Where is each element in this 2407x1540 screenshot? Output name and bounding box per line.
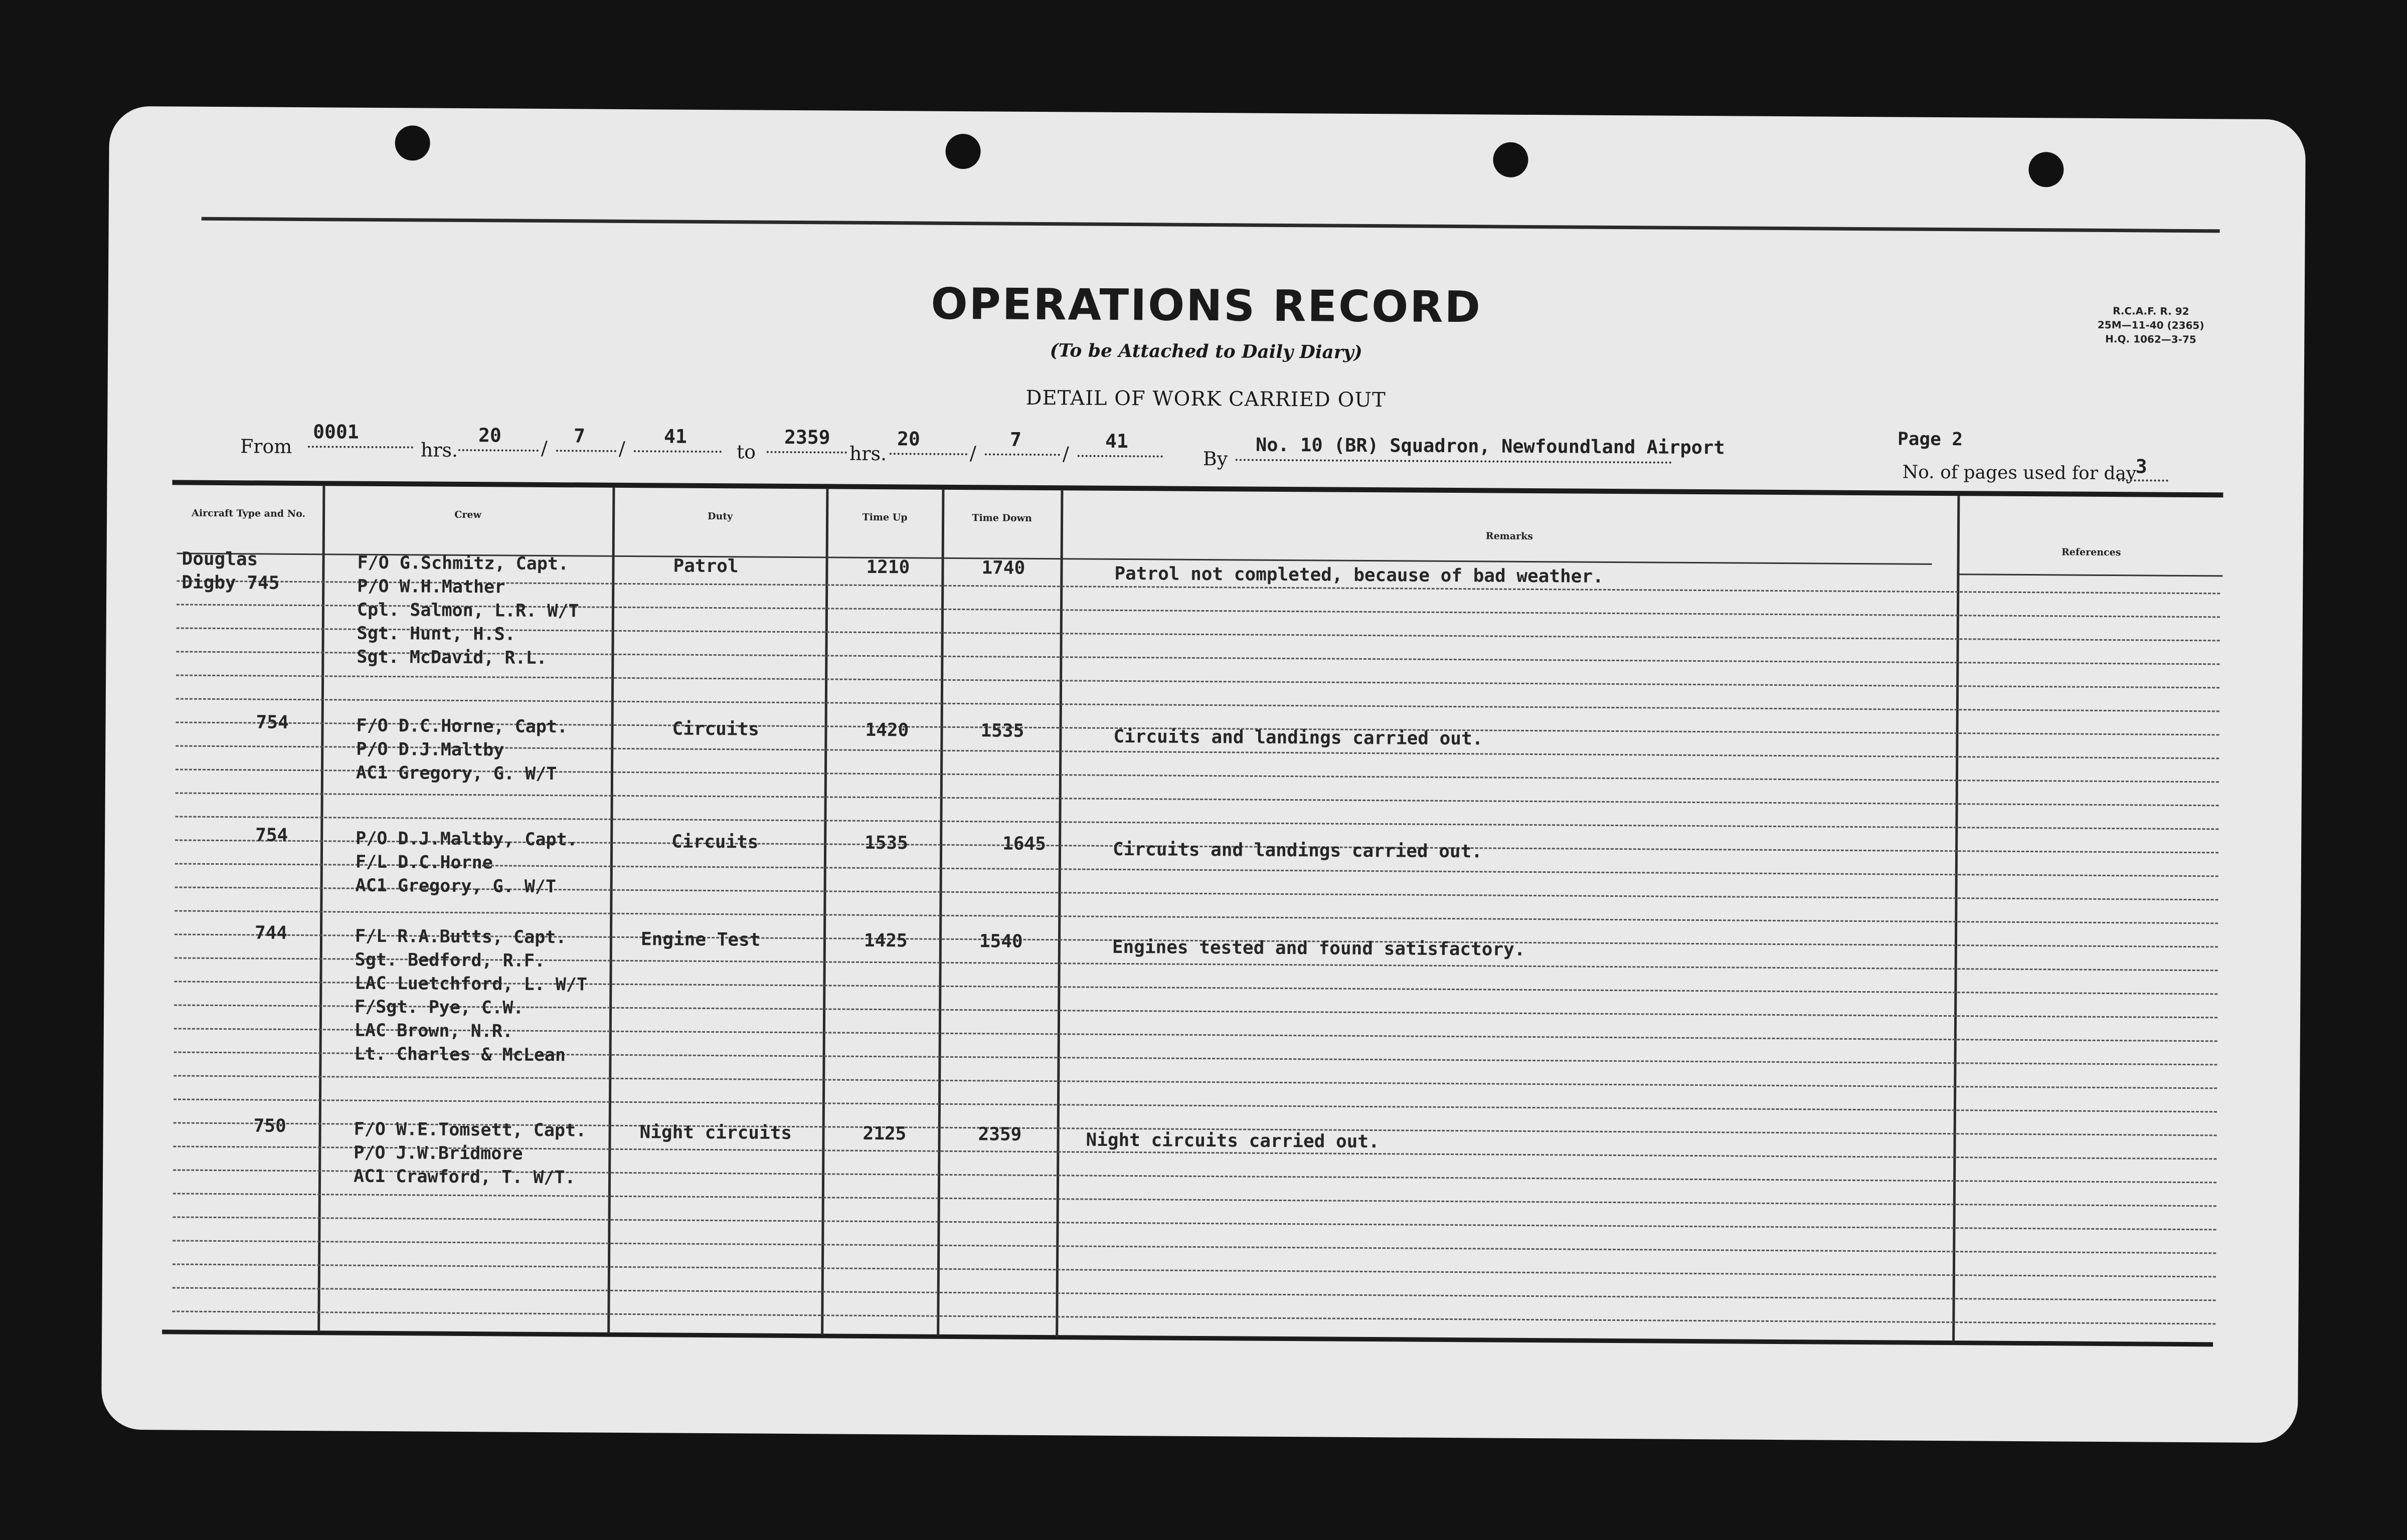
squadron-line xyxy=(1236,459,1672,463)
form-code xyxy=(2098,304,2204,346)
to-month: 7 xyxy=(1009,428,1022,451)
page-number: Page 2 xyxy=(1897,429,1963,450)
crew-member: P/O D.J.Maltby xyxy=(356,739,504,760)
crew-member: F/L D.C.Horne xyxy=(355,852,493,873)
slash: / xyxy=(969,442,976,465)
ruled-line xyxy=(176,698,2219,712)
remarks-cell: Circuits and landings carried out. xyxy=(1112,839,1483,862)
to-time-line xyxy=(767,451,847,454)
crew-member: AC1 Gregory, G. W/T xyxy=(355,875,557,897)
from-day-line xyxy=(458,449,539,452)
ruled-line xyxy=(173,1216,2216,1230)
crew-member: LAC Brown, N.R. xyxy=(354,1020,513,1042)
aircraft-cell: 744 xyxy=(254,922,288,943)
ruled-line xyxy=(174,1098,2217,1112)
page-title: OPERATIONS RECORD xyxy=(931,279,1482,333)
aircraft-cell: 754 xyxy=(256,712,289,733)
time-down-cell: 1535 xyxy=(980,720,1024,741)
crew-member: AC1 Gregory, G. W/T xyxy=(356,762,557,785)
crew-member: F/Sgt. Pye, C.W. xyxy=(355,997,524,1018)
from-month-line xyxy=(556,450,616,452)
pages-used-label: No. of pages used for day xyxy=(1902,462,2137,484)
to-year: 41 xyxy=(1105,430,1128,453)
ruled-lines xyxy=(109,106,2306,120)
ruled-line xyxy=(173,1240,2216,1254)
column-header-aircraft: Aircraft Type and No. xyxy=(192,507,306,520)
aircraft-cell: 754 xyxy=(255,825,288,846)
operations-record-card xyxy=(101,106,2306,1443)
column-divider xyxy=(607,488,615,1334)
crew-member: Sgt. Bedford, R.F. xyxy=(355,949,546,971)
page-subtitle: (To be Attached to Daily Diary) xyxy=(1050,340,1362,363)
ruled-line xyxy=(175,910,2218,924)
from-time: 0001 xyxy=(313,421,359,443)
punch-hole-2 xyxy=(945,134,980,169)
pages-used-line xyxy=(2118,479,2168,482)
crew-member: AC1 Crawford, T. W/T. xyxy=(353,1166,576,1188)
hrs-label-2: hrs. xyxy=(849,442,887,465)
column-header-references: References xyxy=(2061,546,2121,558)
time-down-cell: 1645 xyxy=(1002,833,1046,855)
from-day: 20 xyxy=(478,424,502,447)
ruled-line xyxy=(176,674,2219,688)
ruled-line xyxy=(173,1287,2216,1301)
crew-member: Sgt. McDavid, R.L. xyxy=(357,647,547,668)
punch-hole-1 xyxy=(395,125,430,160)
crew-member: P/O D.J.Maltby, Capt. xyxy=(356,828,578,850)
ruled-line xyxy=(172,1310,2215,1324)
time-up-cell: 2125 xyxy=(863,1123,907,1144)
to-day-line xyxy=(890,453,967,455)
duty-cell: Engine Test xyxy=(640,929,761,950)
table-bottom-rule xyxy=(162,1329,2213,1346)
time-down-cell: 2359 xyxy=(978,1124,1022,1145)
crew-member: F/L R.A.Butts, Capt. xyxy=(355,926,567,948)
top-rule xyxy=(202,217,2220,233)
slash: / xyxy=(1062,443,1069,465)
column-divider xyxy=(317,486,325,1332)
time-up-cell: 1535 xyxy=(865,832,908,854)
ruled-line xyxy=(173,1193,2216,1207)
crew-member: P/O J.W.Bridmore xyxy=(354,1142,523,1164)
crew-member: F/O W.E.Tomsett, Capt. xyxy=(354,1119,587,1141)
remarks-cell: Patrol not completed, because of bad weather. xyxy=(1114,563,1604,587)
column-header-time-down: Time Down xyxy=(972,512,1032,524)
to-label: to xyxy=(736,441,756,463)
to-month-line xyxy=(985,453,1060,456)
to-day: 20 xyxy=(897,428,920,450)
by-label: By xyxy=(1202,447,1228,470)
remarks-cell: Engines tested and found satisfactory. xyxy=(1112,936,1525,960)
to-time: 2359 xyxy=(784,426,830,449)
ruled-line xyxy=(174,1075,2217,1089)
squadron-value: No. 10 (BR) Squadron, Newfoundland Airport xyxy=(1255,434,1725,459)
crew-member: Lt. Charles & McLean xyxy=(354,1044,566,1066)
to-year-line xyxy=(1078,455,1163,457)
header-underline xyxy=(1959,573,2222,576)
remarks-cell: Circuits and landings carried out. xyxy=(1113,726,1483,749)
duty-cell: Patrol xyxy=(673,555,739,577)
time-down-cell: 1540 xyxy=(979,931,1023,952)
crew-member: LAC Luetchford, L. W/T xyxy=(355,973,588,995)
time-up-cell: 1210 xyxy=(866,556,910,578)
column-divider xyxy=(1952,496,1960,1342)
ruled-line xyxy=(173,1263,2216,1277)
column-divider xyxy=(1056,490,1063,1336)
punch-hole-4 xyxy=(2028,152,2064,187)
slash: / xyxy=(618,437,625,460)
crew-member: F/O G.Schmitz, Capt. xyxy=(357,552,569,574)
column-divider xyxy=(937,490,944,1336)
duty-cell: Circuits xyxy=(671,831,759,853)
detail-heading: DETAIL OF WORK CARRIED OUT xyxy=(1025,386,1386,412)
aircraft-cell: 750 xyxy=(253,1115,286,1136)
aircraft-cell: Digby 745 xyxy=(182,572,280,594)
from-month: 7 xyxy=(573,425,586,447)
column-header-time-up: Time Up xyxy=(862,511,908,523)
time-down-cell: 1740 xyxy=(981,557,1025,579)
from-time-line xyxy=(308,446,413,448)
column-header-remarks: Remarks xyxy=(1485,530,1533,542)
from-year-line xyxy=(634,450,722,453)
slash: / xyxy=(541,437,548,459)
ruled-line xyxy=(176,792,2219,806)
duty-cell: Night circuits xyxy=(639,1122,792,1143)
pages-used-value: 3 xyxy=(2135,455,2147,478)
from-label: From xyxy=(240,435,292,458)
punch-hole-3 xyxy=(1493,142,1528,177)
aircraft-cell: Douglas xyxy=(182,548,258,570)
column-divider xyxy=(821,489,828,1335)
column-header-crew: Crew xyxy=(454,509,481,521)
ruled-line xyxy=(175,816,2218,830)
time-up-cell: 1425 xyxy=(864,930,908,951)
table-top-rule xyxy=(172,480,2223,497)
crew-member: F/O D.C.Horne, Capt. xyxy=(356,715,568,737)
form-code-line: R.C.A.F. R. 92 xyxy=(2113,305,2189,317)
form-code-line: 25M—11-40 (2365) xyxy=(2097,318,2204,332)
duty-cell: Circuits xyxy=(672,718,760,740)
crew-member: P/O W.H.Mather xyxy=(357,576,505,598)
crew-member: Cpl. Salmon, L.R. W/T xyxy=(357,600,579,622)
column-header-duty: Duty xyxy=(707,510,733,522)
time-up-cell: 1420 xyxy=(865,719,909,741)
remarks-cell: Night circuits carried out. xyxy=(1086,1129,1380,1152)
hrs-label-1: hrs. xyxy=(420,439,458,461)
from-year: 41 xyxy=(663,425,687,448)
form-code-line: H.Q. 1062—3-75 xyxy=(2105,332,2196,346)
crew-member: Sgt. Hunt, H.S. xyxy=(357,623,515,645)
